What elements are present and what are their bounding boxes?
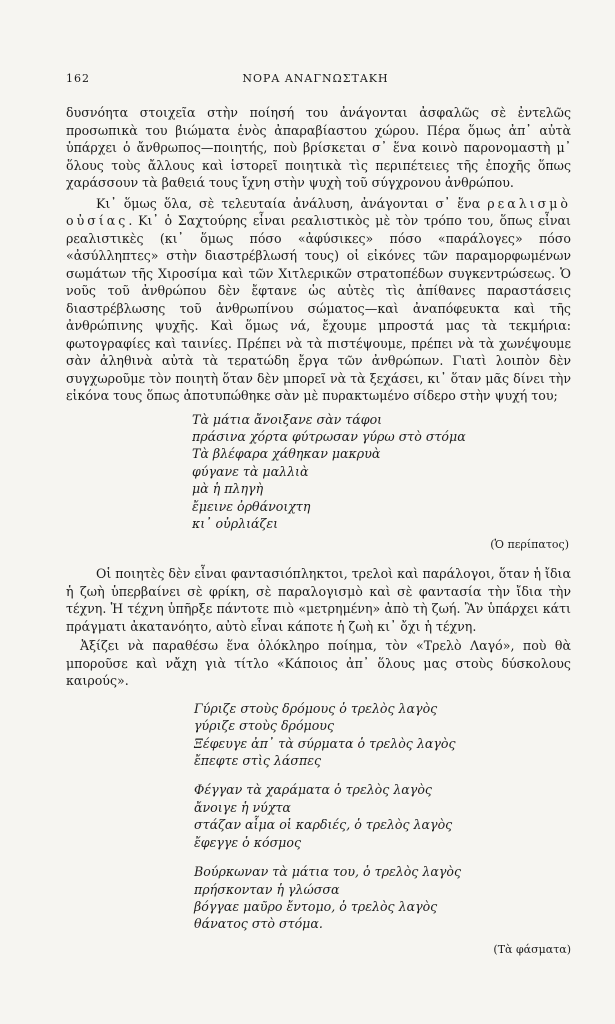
poem-1-source: (Ὁ περίπατος) — [490, 538, 569, 552]
poem-line: Ξέφευγε ἀπ᾿ τὰ σύρματα ὁ τρελὸς λαγὸς — [194, 735, 456, 751]
page-body — [66, 104, 571, 956]
running-title: ΝΟΡΑ ΑΝΑΓΝΩΣΤΑΚΗ — [242, 72, 389, 85]
poem-line: ἄνοιγε ἡ νύχτα — [194, 799, 291, 815]
poem-excerpt-2 — [194, 700, 571, 933]
paragraph-3: Οἱ ποιητὲς δὲν εἶναι φαντασιόπληκτοι, τρελοὶ καὶ παράλογοι, ὅταν ἡ ἴδια ἡ ζωὴ ὑπερβαίνει σὲ φρίκη, σὲ παραλογισμὸ καὶ σὲ φαντασία τὴν ἴδια τὴν τέχνη. Ἡ τέχνη ὑπῆρξε πάντοτε πιὸ «μετρημένη» ἀπὸ τὴ ζωή. Ἂν ὑπάρχει κάτι πράγματι ἀκατανόητο, αὐτὸ εἶναι κάποτε ἡ ζωὴ κι᾿ ὄχι ἡ τέχνη. — [66, 566, 571, 634]
poem-2-source: (Τὰ φάσματα) — [493, 942, 571, 956]
poem-excerpt-1 — [192, 411, 571, 533]
paragraph-2-rest: . Κι᾿ ὁ Σαχτούρης εἶναι ρεαλιστικὸς μὲ τὸν τρόπο του, ὅπως εἶναι ρεαλιστικὲς (κι᾿ ὅμως πόσο «ἀφύσικες» πόσο «παράλογες» πόσο «ἀσύλληπτες» στὴν διαστρέβλωσή τους) οἱ εἰκόνες τῶν παραμορφωμένων σωμάτων τῆς Χιροσίμα καὶ τῶν Χιτλερικῶν στρατοπέδων συγκεντρώσεως. Ὁ νοῦς τοῦ ἀνθρώπου δὲν ἔφτανε ὡς αὐτὲς τὶς ἀπίθανες παραστάσεις διαστρέβλωσης τοῦ ἀνθρωπίνου σώματος—καὶ ἀναπόφευκτα καὶ τῆς ἀνθρώπινης ψυχῆς. Καὶ ὅμως νά, ἔχουμε μπροστά μας τὰ τεκμήρια: φωτογραφίες καὶ ταινίες. Πρέπει νὰ τὰ πιστέψουμε, πρέπει νὰ τὰ χωνέψουμε σὰν ἀληθινὰ αὐτὰ τὰ τερατώδη ἔργα τῶν ἀνθρώπων. Γιατὶ λοιπὸν δὲν συγχωροῦμε τὸν ποιητὴ ὅταν δὲν μπορεῖ νὰ τὰ ξεχάσει, κι᾿ ὅταν μᾶς δίνει τὴν εἰκόνα τους ὅπως ἀποτυπώθηκε σὰν μὲ πυρακτωμένο σίδερο στὴν ψυχή του; — [66, 213, 571, 403]
poem-line: κι᾿ οὐρλιάζει — [192, 515, 279, 531]
poem-line: ἔμεινε ὀρθάνοιχτη — [192, 498, 311, 514]
poem-line: ἔφεγγε ὁ κόσμος — [194, 834, 301, 850]
poem-line: Τὰ μάτια ἄνοιξανε σὰν τάφοι — [192, 411, 383, 427]
poem-line: στάζαν αἷμα οἱ καρδιές, ὁ τρελὸς λαγὸς — [194, 817, 453, 833]
poem-line: Βούρκωναν τὰ μάτια του, ὁ τρελὸς λαγὸς — [194, 864, 462, 880]
poem-line: Φέγγαν τὰ χαράματα ὁ τρελὸς λαγὸς — [194, 782, 432, 798]
poem-stanza — [194, 781, 571, 851]
emphasized-phrase: ρεαλισμὸ οὐσίας — [66, 195, 571, 228]
poem-stanza — [194, 863, 571, 933]
page-header — [66, 72, 565, 90]
poem-line: πρήσκονταν ἡ γλώσσα — [194, 881, 340, 897]
poem-line: μὰ ἡ πληγὴ — [192, 481, 264, 497]
page-number: 162 — [66, 72, 90, 85]
poem-line: πράσινα χόρτα φύτρωσαν γύρω στὸ στόμα — [192, 428, 466, 444]
paragraph-4: Ἀξίζει νὰ παραθέσω ἕνα ὁλόκληρο ποίημα, τὸν «Τρελὸ Λαγό», ποὺ θὰ μποροῦσε καὶ νἄχη γιὰ τίτλο «Κάποιος ἀπ᾿ ὅλους μας στοὺς δύσκολους καιρούς». — [66, 638, 571, 689]
paragraph-1: δυσνόητα στοιχεῖα στὴν ποίησή του ἀνάγονται ἀσφαλῶς σὲ ἐντελῶς προσωπικὰ του βιώματα ἑνὸς ἀπαραβίαστου χώρου. Πέρα ὅμως ἀπ᾿ αὐτὰ ὑπάρχει ὁ ἄνθρωπος—ποιητής, ποὺ βρίσκεται σ᾿ ἕνα κοινὸ παρονομαστὴ μ᾿ ὅλους τοὺς ἄλλους καὶ ἱστορεῖ ποιητικὰ τὶς περιπέτειες τῆς ἐποχῆς ὅπως χαράσσουν τὰ βαθειά τους ἴχνη στὴν ψυχὴ τοῦ σύγχρονου ἀνθρώπου. — [66, 105, 571, 190]
paragraph-2-start: Κι᾿ ὅμως ὅλα, σὲ τελευταία ἀνάλυση, ἀνάγονται σ᾿ ἕνα — [96, 195, 481, 211]
poem-line: βόγγαε μαῦρο ἔντομο, ὁ τρελὸς λαγὸς — [194, 898, 438, 914]
poem-line: Γύριζε στοὺς δρόμους ὁ τρελὸς λαγὸς — [194, 700, 438, 716]
paragraph-2 — [66, 195, 571, 405]
poem-line: φύγανε τὰ μαλλιὰ — [192, 463, 309, 479]
poem-line: θάνατος στὸ στόμα. — [194, 916, 323, 932]
poem-line: γύριζε στοὺς δρόμους — [194, 718, 335, 734]
poem-stanza — [194, 700, 571, 770]
poem-line: ἔπεφτε στὶς λάσπες — [194, 753, 322, 769]
poem-line: Τὰ βλέφαρα χάθηκαν μακρυὰ — [192, 446, 381, 462]
